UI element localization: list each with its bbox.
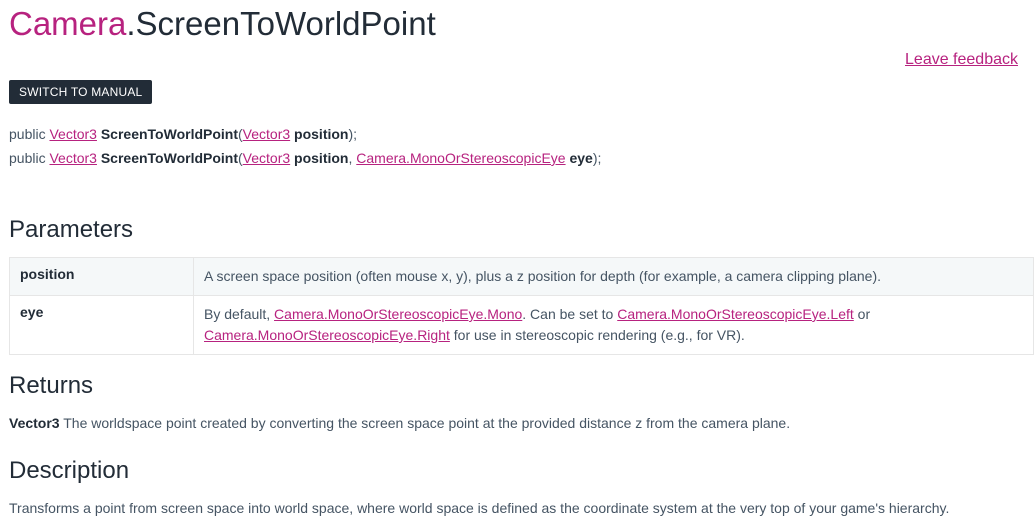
eye-left-link[interactable]: Camera.MonoOrStereoscopicEye.Left — [617, 306, 854, 322]
param-type-link[interactable]: Vector3 — [242, 150, 291, 166]
desc-text: By default, — [204, 306, 275, 322]
page-title-method: ScreenToWorldPoint — [135, 5, 436, 42]
eye-mono-link[interactable]: Camera.MonoOrStereoscopicEye.Mono — [274, 306, 523, 322]
page-title — [9, 4, 436, 44]
description-heading: Description — [9, 457, 130, 484]
signature-comma: , — [348, 150, 357, 166]
desc-text: . Can be set to — [522, 306, 618, 322]
page-title-class: Camera — [9, 5, 127, 42]
param-name: eye — [569, 150, 593, 166]
table-row — [10, 296, 1034, 355]
signature-open-paren: ( — [238, 150, 243, 166]
desc-text: for use in stereoscopic rendering (e.g., for VR). — [449, 327, 745, 343]
description-text: Transforms a point from screen space into world space, where world space is defined as the coordinate system at the very top of your game's hierarchy. — [9, 500, 950, 516]
returns-heading: Returns — [9, 372, 94, 399]
signature-prefix: public — [9, 126, 50, 142]
param-type-link[interactable]: Vector3 — [242, 126, 291, 142]
table-row — [10, 258, 1034, 296]
signature-2 — [9, 149, 601, 167]
signature-method: ScreenToWorldPoint — [100, 126, 238, 142]
parameters-heading: Parameters — [9, 216, 134, 243]
returns-text — [9, 414, 790, 432]
signature-1 — [9, 125, 357, 143]
return-type-link[interactable]: Vector3 — [49, 126, 97, 142]
param-name-cell: position — [10, 258, 194, 296]
parameters-table — [9, 257, 1034, 355]
page-title-separator: . — [126, 5, 136, 42]
eye-type-link[interactable]: Camera.MonoOrStereoscopicEye — [356, 150, 566, 166]
eye-right-link[interactable]: Camera.MonoOrStereoscopicEye.Right — [204, 327, 450, 343]
returns-type: Vector3 — [9, 415, 60, 431]
signature-prefix: public — [9, 150, 50, 166]
signature-open-paren: ( — [238, 126, 243, 142]
leave-feedback-link[interactable]: Leave feedback — [905, 51, 1018, 68]
returns-description: The worldspace point created by converting the screen space point at the provided distance z from the camera plane. — [59, 415, 791, 431]
desc-text: or — [853, 306, 871, 322]
signature-close-paren: ); — [348, 126, 358, 142]
param-name-cell: eye — [10, 296, 194, 355]
switch-to-manual-button[interactable]: SWITCH TO MANUAL — [9, 80, 152, 104]
param-description-cell: A screen space position (often mouse x, y), plus a z position for depth (for example, a camera clipping plane). — [194, 258, 1034, 296]
signature-method: ScreenToWorldPoint — [100, 150, 238, 166]
param-name: position — [294, 126, 349, 142]
return-type-link[interactable]: Vector3 — [49, 150, 97, 166]
param-description-cell — [194, 296, 1034, 355]
signature-close-paren: ); — [592, 150, 602, 166]
param-name: position — [294, 150, 349, 166]
